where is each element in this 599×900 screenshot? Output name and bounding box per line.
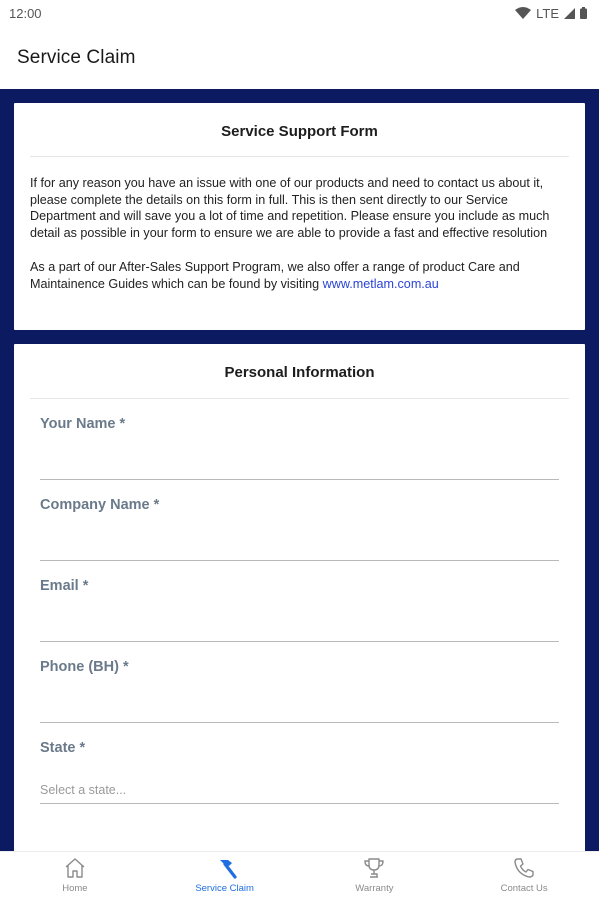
phone-field — [30, 642, 569, 723]
your-name-input[interactable] — [40, 432, 559, 480]
nav-home[interactable] — [0, 852, 150, 900]
email-label: Email * — [40, 578, 89, 594]
status-bar — [0, 0, 599, 26]
intro-card — [14, 103, 585, 330]
intro-paragraph-2 — [30, 259, 569, 292]
intro-card-title: Service Support Form — [30, 103, 569, 157]
company-name-field — [30, 480, 569, 561]
website-link[interactable]: www.metlam.com.au — [322, 276, 439, 291]
status-icons — [515, 6, 587, 21]
app-bar — [0, 26, 599, 89]
state-label: State * — [40, 740, 86, 756]
your-name-field — [30, 399, 569, 480]
personal-info-title: Personal Information — [30, 344, 569, 399]
trophy-icon — [362, 857, 386, 879]
state-select[interactable]: Select a state... — [40, 756, 559, 804]
nav-service-claim-label: Service Claim — [195, 883, 254, 894]
nav-contact-us-label: Contact Us — [500, 883, 548, 894]
nav-service-claim[interactable] — [150, 852, 300, 900]
intro-paragraph-1: If for any reason you have an issue with one of our products and need to contact us about it, please complete the details on this form in full. This is then sent directly to our Service Department and will save you a lot of time and repetition. Please ensure you include as much detail as possible in your form to ensure we are able to provide a fast and effective resolution — [30, 176, 550, 240]
hammer-icon — [212, 857, 238, 879]
phone-input[interactable] — [40, 675, 559, 723]
signal-icon — [564, 8, 575, 19]
battery-icon — [580, 7, 587, 19]
company-name-input[interactable] — [40, 513, 559, 561]
intro-paragraph-2-text: As a part of our After-Sales Support Program, we also offer a range of product Care and Maintainence Guides which can be found by visiting — [30, 260, 520, 291]
email-field — [30, 561, 569, 642]
wifi-icon — [515, 7, 531, 19]
state-field — [30, 723, 569, 804]
status-time: 12:00 — [9, 5, 42, 21]
nav-home-label: Home — [62, 883, 88, 894]
form-scroll-area[interactable] — [0, 89, 599, 851]
intro-text — [30, 157, 569, 292]
nav-warranty-label: Warranty — [355, 883, 394, 894]
phone-icon — [512, 857, 536, 879]
phone-label: Phone (BH) * — [40, 659, 129, 675]
bottom-nav — [0, 851, 599, 900]
email-input[interactable] — [40, 594, 559, 642]
personal-info-card — [14, 344, 585, 851]
company-name-label: Company Name * — [40, 497, 160, 513]
your-name-label: Your Name * — [40, 416, 126, 432]
page-title: Service Claim — [17, 46, 136, 68]
network-type: LTE — [536, 5, 559, 21]
nav-contact-us[interactable] — [449, 852, 599, 900]
home-icon — [63, 857, 87, 879]
nav-warranty[interactable] — [300, 852, 450, 900]
